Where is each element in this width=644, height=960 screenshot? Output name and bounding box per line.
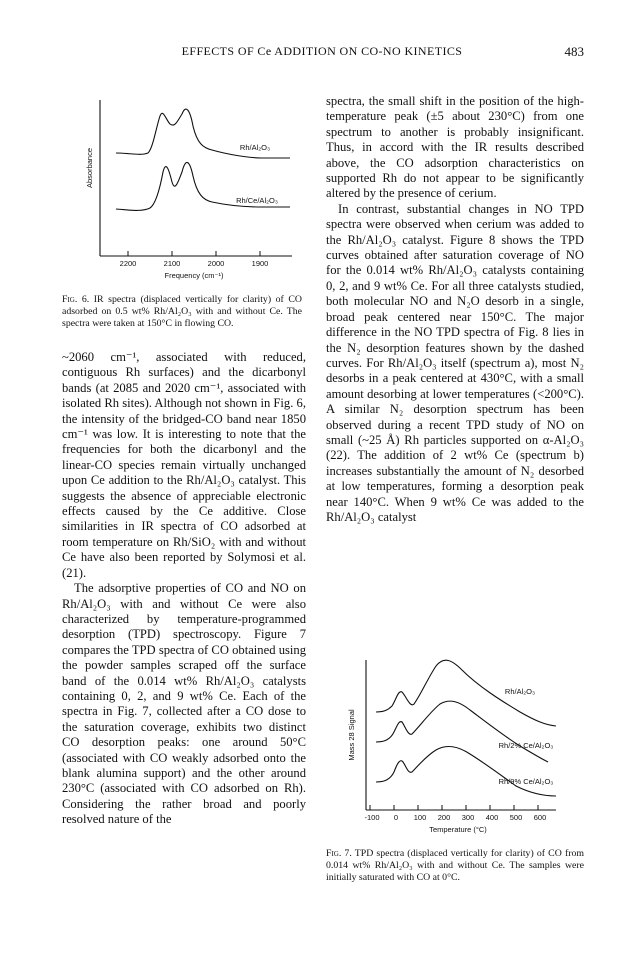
fig7-tick-label: 100	[413, 813, 427, 822]
fig6-caption-text: IR spectra (displaced vertically for clarity) of CO adsorbed on 0.5 wt% Rh/Al₂O₃ with and without Ce. The spectra were taken at 150°C in flowing CO.	[62, 294, 302, 329]
page-number: 483	[564, 44, 584, 59]
fig7-curve-rh-al2o3	[376, 660, 556, 726]
right-paragraph-1: spectra, the small shift in the position of the high-temperature peak (±5 about 230°C) from one spectrum to another is probably insignificant. Thus, in accord with the IR results described above, the CO adsorption characteristics on supported Rh do not appear to be significantly altered by the presence of cerium.	[326, 94, 584, 201]
fig7-caption-label: Fig. 7.	[326, 848, 352, 859]
fig7-tick-label: -100	[364, 813, 380, 822]
left-column	[62, 350, 306, 828]
fig6-tick-label: 1900	[251, 259, 269, 268]
fig7-tick-label: 0	[393, 813, 399, 822]
fig6-tick-label: 2100	[163, 259, 181, 268]
page-header	[0, 44, 644, 64]
fig7-tick-label: 200	[437, 813, 451, 822]
figure-7-caption	[326, 848, 584, 884]
fig6-tick-label: 2000	[207, 259, 225, 268]
fig7-caption-text: TPD spectra (displaced vertically for clarity) of CO from 0.014 wt% Rh/Al₂O₃ with and without Ce. The samples were initially saturated with CO at 0°C.	[326, 848, 584, 883]
right-column	[326, 94, 584, 525]
fig6-tick-label: 2200	[119, 259, 137, 268]
right-paragraph-2: In contrast, substantial changes in NO TPD spectra were observed when cerium was added to the Rh/Al₂O₃ catalyst. Figure 8 shows the TPD curves obtained after saturation coverage of NO for the 0.014 wt% Rh/Al₂O₃ catalysts containing 0, 2, and 9 wt% Ce. For all three catalysts studied, both molecular NO and N₂O desorb in a single, broad peak centered near 150°C. The major difference in the NO TPD spectra of Fig. 8 lies in the N₂ desorption features shown by the dashed curves. For Rh/Al₂O₃ itself (spectrum a), most N₂ desorbs in a peak centered at 430°C, with a small amount desorbing at lower temperatures (<200°C). A similar N₂ desorption spectrum has been observed during a recent TPD study of NO on small (~25 Å) Rh particles supported on α-Al₂O₃ (22). The addition of 2 wt% Ce (spectrum b) increases substantially the amount of N₂ desorbed at low temperatures, forming a desorption peak near 140°C. When 9 wt% Ce was added to the Rh/Al₂O₃ catalyst	[326, 201, 584, 524]
fig7-tick-label: 400	[485, 813, 499, 822]
fig7-ylabel: Mass 28 Signal	[347, 709, 356, 761]
fig7-tick-label: 500	[509, 813, 523, 822]
fig6-curve-rh-al2o3	[116, 109, 290, 158]
running-title: EFFECTS OF Ce ADDITION ON CO-NO KINETICS	[181, 44, 463, 58]
fig7-curve-label: Rh/Al₂O₃	[504, 687, 536, 696]
fig6-curve-label: Rh/Ce/Al₂O₃	[236, 196, 278, 205]
left-paragraph-1: ~2060 cm⁻¹, associated with reduced, contiguous Rh surfaces) and the dicarbonyl bands (at 2085 and 2020 cm⁻¹, associated with isolated Rh sites). Although not shown in Fig. 6, the intensity of the bridged-CO band near 1850 cm⁻¹ was low. It is interesting to note that the frequencies for both the dicarbonyl and the linear-CO species remain virtually unchanged upon Ce addition to the Rh/Al₂O₃ catalyst. This suggests the absence of appreciable electronic effects caused by the Ce additive. Close similarities in IR spectra of CO adsorbed at room temperature on Rh/SiO₂ with and without Ce have also been reported by Solymosi et al. (21).	[62, 350, 306, 580]
fig6-xlabel: Frequency (cm⁻¹)	[164, 271, 224, 280]
left-paragraph-2: The adsorptive properties of CO and NO on Rh/Al₂O₃ with and without Ce were also characterized by temperature-programmed desorption (TPD) spectroscopy. Figure 7 compares the TPD spectra of CO obtained using the powder samples scraped off the surface band of the 0.014 wt% Rh/Al₂O₃ catalysts containing 0, 2, and 9 wt% Ce. Each of the spectra in Fig. 7, collected after a CO dose to the saturation coverage, exhibits two distinct CO desorption peaks: one around 50°C (associated with CO weakly adsorbed onto the blank alumina support) and the other around 230°C (associated with CO adsorbed on Rh). Considering the rather broad and poorly resolved nature of the	[62, 581, 306, 827]
fig6-ylabel: Absorbance	[85, 147, 94, 189]
fig7-xlabel: Temperature (°C)	[429, 825, 487, 834]
fig7-curve-label: Rh/9% Ce/Al₂O₃	[498, 777, 554, 786]
fig7-curve-rh-2ce-al2o3	[376, 701, 548, 762]
fig7-curve-rh-9ce-al2o3	[376, 747, 556, 796]
figure-6-caption	[62, 294, 302, 330]
fig6-curve-rh-ce-al2o3	[116, 162, 290, 210]
fig7-tick-label: 600	[533, 813, 547, 822]
fig7-curve-label: Rh/2% Ce/Al₂O₃	[498, 741, 554, 750]
fig6-caption-label: Fig. 6.	[62, 294, 90, 305]
fig6-curve-label: Rh/Al₂O₃	[239, 143, 271, 152]
fig7-tick-label: 300	[461, 813, 475, 822]
